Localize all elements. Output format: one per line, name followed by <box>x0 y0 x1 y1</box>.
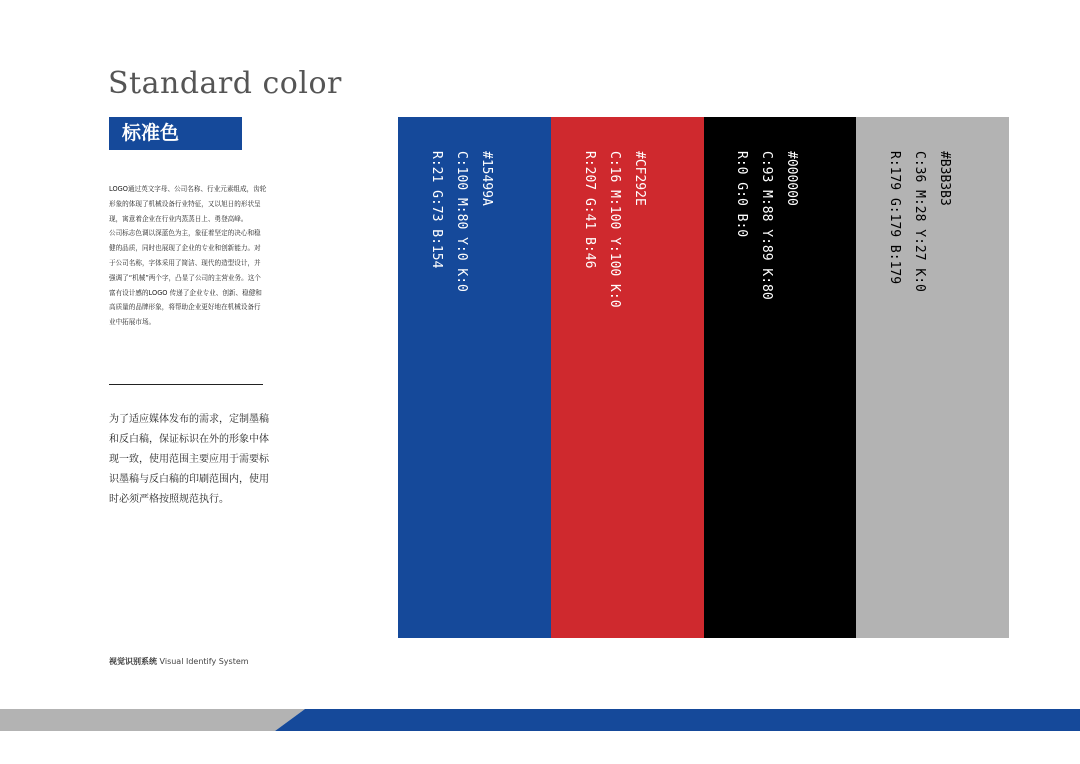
page-title: Standard color <box>108 66 342 101</box>
swatch-gray <box>856 117 1009 638</box>
swatch-cmyk: C:16 M:100 Y:100 K:0 <box>607 151 622 308</box>
usage-description: 为了适应媒体发布的需求，定制墨稿和反白稿，保证标识在外的形象中体现一致，使用范围主要应用于需要标识墨稿与反白稿的印刷范围内，使用时必须严格按照规范执行。 <box>109 414 269 505</box>
swatch-cmyk: C:100 M:80 Y:0 K:0 <box>454 151 469 292</box>
swatch-cmyk: C:36 M:28 Y:27 K:0 <box>912 151 927 292</box>
swatch-hex: #CF292E <box>632 151 647 206</box>
swatch-hex: #B3B3B3 <box>937 151 952 206</box>
swatch-black <box>704 117 856 638</box>
footer-label-en: Visual Identify System <box>159 657 249 666</box>
footer-band <box>0 709 1080 731</box>
swatch-rgb: R:207 G:41 B:46 <box>582 151 597 269</box>
swatch-cmyk: C:93 M:88 Y:89 K:80 <box>759 151 774 300</box>
color-swatches <box>398 117 1009 638</box>
logo-description <box>109 182 267 330</box>
description-paragraph: LOGO通过英文字母、公司名称、行业元素组成，齿轮形象的体现了机械设备行业特征，又以旭日的形状呈现，寓意着企业在行业内蒸蒸日上、勇登高峰。 <box>109 185 267 223</box>
swatch-hex: #15499A <box>479 151 494 206</box>
swatch-values <box>729 151 804 300</box>
swatch-values <box>577 151 652 308</box>
footer-label-cn: 视觉识别系统 <box>109 657 157 666</box>
swatch-blue <box>398 117 551 638</box>
swatch-values <box>424 151 499 292</box>
swatch-hex: #000000 <box>784 151 799 206</box>
swatch-red <box>551 117 704 638</box>
swatch-values <box>882 151 957 292</box>
swatch-rgb: R:0 G:0 B:0 <box>734 151 749 238</box>
divider <box>109 384 263 385</box>
section-label: 标准色 <box>109 117 242 150</box>
swatch-rgb: R:179 G:179 B:179 <box>887 151 902 285</box>
footer-band-blue <box>275 709 1080 731</box>
description-paragraph: 公司标志色调以深蓝色为主，象征着坚定的决心和稳健的品质，同时也展现了企业的专业和创新能力。对于公司名称，字体采用了简洁、现代的造型设计，并强调了“机械”两个字，凸显了公司的主营业务。这个富有设计感的LOGO 传递了企业专业、创新、稳健和高质量的品牌形象，将帮助企业更好地在机械设备行业中拓展市场。 <box>109 229 262 327</box>
swatch-rgb: R:21 G:73 B:154 <box>429 151 444 269</box>
footer-band-gray <box>0 709 305 731</box>
footer-label <box>109 656 249 667</box>
